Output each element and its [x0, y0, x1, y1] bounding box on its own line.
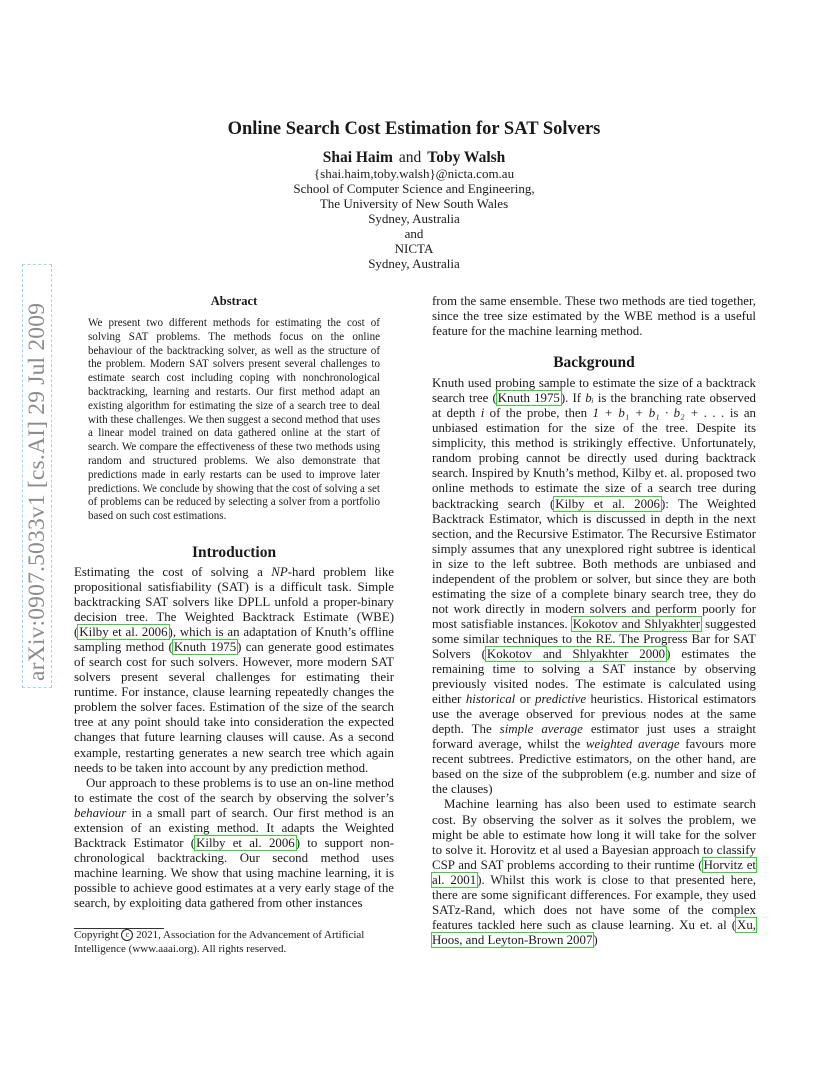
author-name: Toby Walsh [427, 149, 506, 166]
arxiv-stamp[interactable] [22, 264, 52, 688]
arxiv-category: [cs.AI] [24, 420, 50, 489]
formula: 1 + b₁ + b₁ · b₂ + . . . [592, 406, 725, 421]
author-name: Shai Haim [322, 149, 393, 166]
emphasis: predictive [535, 692, 587, 707]
citation-link[interactable]: Xu, Hoos, and Leyton-Brown 2007 [432, 917, 756, 947]
abstract-text: We present two different methods for estimating the cost of solving SAT problems. The methods focus on the online behaviour of the backtracking solver, as well as the structure of the problem. Modern SAT solvers present several challenges to estimate search cost including coping with nonchronological backtracking, learning and restarts. Our first method adapt an existing algorithm for estimating the size of a search tree to deal with these challenges. We then suggest a second method that uses a linear model trained on data gathered online at the start of search. We compare the effectiveness of these two methods using random and structured problems. We also demonstrate that predictions made in early restarts can be used to improve later predictions. We conclude by showing that the cost of solving a set of problems can be reduced by selecting a solver from a portfolio based on such cost estimations. [88, 317, 380, 523]
author-conjunction: and [398, 149, 422, 166]
copyright-symbol: c [121, 929, 133, 941]
emphasis: weighted average [585, 737, 680, 752]
citation-link[interactable]: Kilby et al. 2006 [196, 835, 295, 850]
citation-link[interactable]: Kilby et al. 2006 [79, 625, 168, 640]
np-math: NP [271, 564, 288, 579]
author-line [0, 149, 828, 167]
introduction-heading: Introduction [191, 543, 277, 561]
affiliation-line: and [404, 226, 424, 241]
arxiv-id-link[interactable]: arXiv:0907.5033v1 [24, 494, 50, 681]
abstract-heading: Abstract [210, 294, 258, 308]
left-column [74, 294, 394, 911]
affiliation-line: Sydney, Australia [368, 211, 460, 226]
copyright-footnote: Copyright c 2021, Association for the Advancement of Artificial Intelligence (www.aaai.org). All rights reserved. [74, 929, 365, 955]
citation-link[interactable]: Kilby et al. 2006 [555, 496, 660, 511]
citation-link[interactable]: Knuth 1975 [497, 391, 560, 406]
background-paragraph: Machine learning has also been used to estimate search cost. By observing the solver as it solves the problem, we might be able to estimate how long it will take for the solver to solve it. Horovitz et al used a Bayesian approach to classify CSP and SAT problems according to their runtime (Horvitz et al. 2001). Whilst this work is close to that presented here, there are some significant differences. For example, they used SATz-Rand, which does not have some of the complex features tackled here such as clause learning. Xu et. al (Xu, Hoos, and Leyton-Brown 2007) [432, 797, 757, 947]
affiliation-line: The University of New South Wales [319, 196, 509, 211]
emphasis: behaviour [74, 805, 127, 820]
background-paragraph: Knuth used probing sample to estimate the size of a backtrack search tree (Knuth 1975). If bᵢ is the branching rate observed at depth i of the probe, then 1 + b₁ + b₁ · b₂ + . . . is an unbiased estimation for the size of the tree. Despite its simplicity, this method is strikingly effective. Unfortunately, random probing cannot be directly used during backtrack search. Inspired by Knuth’s method, Kilby et. al. proposed two online methods to estimate the size of a search tree during backtracking search (Kilby et al. 2006): The Weighted Backtrack Estimator, which is discussed in depth in the next section, and the Recursive Estimator. The Recursive Estimator simply assumes that any unexplored right subtree is identical in size to the left subtree. Both methods are unbiased and independent of the problem or solver, but since they are both estimating the size of a complete binary search tree, they do not work directly in modern solvers and perform poorly for most satisfiable instances. Kokotov and Shlyakhter suggested some similar techniques to the RE. The Progress Bar for SAT Solvers (Kokotov and Shlyakhter 2000) estimates the remaining time to solving a SAT instance by observing previously visited nodes. The estimate is calculated using either historical or predictive heuristics. Historical estimators use the average observed for previous nodes at the same depth. The simple average estimator just uses a straight forward average, whilst the weighted average favours more recent subtrees. Predictive estimators, on the other hand, are based on the size of the subproblem (e.g. number and size of the clauses) [432, 376, 757, 797]
citation-link[interactable]: Horvitz et al. 2001 [432, 857, 757, 887]
background-heading: Background [553, 354, 635, 372]
emphasis: historical [465, 692, 516, 707]
affiliation-line: NICTA [394, 241, 434, 256]
paper-title: Online Search Cost Estimation for SAT Solvers [227, 119, 601, 139]
arxiv-date: 29 Jul 2009 [24, 302, 50, 415]
intro-paragraph: Estimating the cost of solving a NP-hard problem like propositional satisfiability (SAT) is a difficult task. Simple backtracking SAT solvers like DPLL unfold a proper-binary decision tree. The Weighted Backtrack Estimate (WBE) (Kilby et al. 2006), which is an adaptation of Knuth’s offline sampling method (Knuth 1975) can generate good estimates of search cost for such solvers. However, more modern SAT solvers present several challenges for estimating their runtime. For instance, clause learning repeatedly changes the problem the solver faces. Estimation of the size of the search tree at any point should take into consideration the expected changes that future learning clauses will cause. As a second example, restarting generates a new search tree which again needs to be taken into account by any prediction method. [74, 564, 394, 775]
intro-paragraph: Our approach to these problems is to use an on-line method to estimate the cost of the search by observing the solver’s behaviour in a small part of search. Our first method is an extension of an existing method. It adapts the Weighted Backtrack Estimator (Kilby et al. 2006) to support non-chronological backtracking. Our second method uses machine learning. We show that using machine learning, it is possible to achieve good estimates at a very early stage of the search, by exploiting data gathered from other instances [74, 775, 395, 910]
citation-link[interactable]: Knuth 1975 [173, 640, 237, 655]
math-symbol: i [480, 406, 485, 421]
intro-continuation: from the same ensemble. These two methods are tied together, since the tree size estimated by the WBE method is a useful feature for the machine learning method. [432, 294, 756, 339]
right-column [432, 294, 756, 948]
math-symbol: bᵢ [585, 391, 594, 406]
affiliation-line: Sydney, Australia [368, 256, 460, 271]
emphasis: simple average [499, 722, 583, 737]
citation-link[interactable]: Kokotov and Shlyakhter [572, 616, 701, 631]
citation-link[interactable]: Kokotov and Shlyakhter 2000 [486, 646, 666, 661]
affiliation-email: {shai.haim,toby.walsh}@nicta.com.au [313, 166, 515, 181]
affiliation-line: School of Computer Science and Engineering, [293, 181, 535, 196]
affiliation-block [0, 166, 828, 271]
